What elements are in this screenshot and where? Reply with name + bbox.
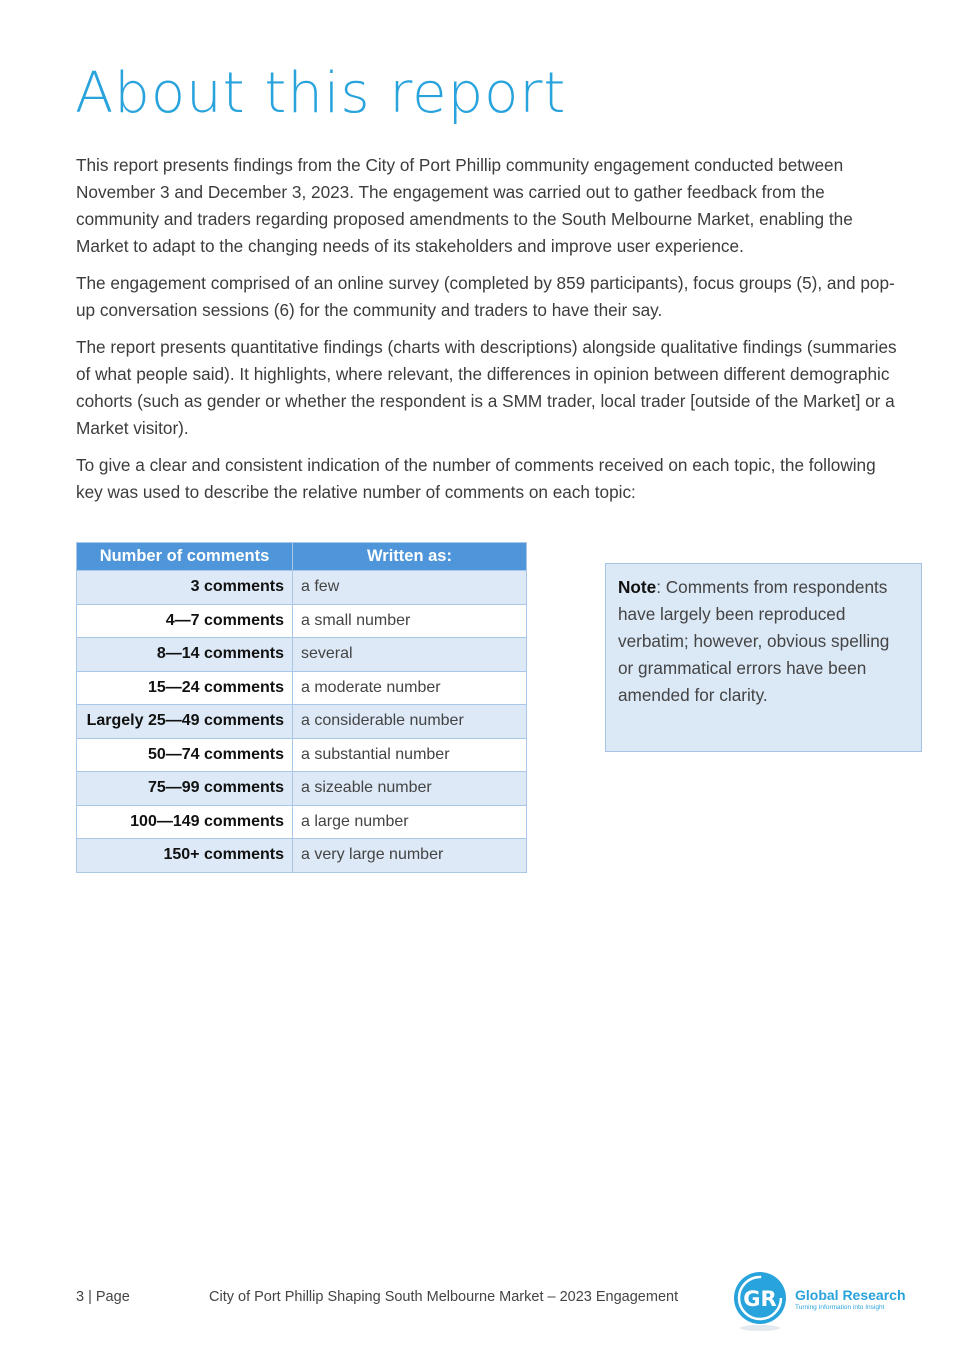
table-row — [77, 805, 527, 839]
written-as-cell: several — [293, 638, 527, 672]
table-row — [77, 738, 527, 772]
comment-count-cell: 4—7 comments — [77, 604, 293, 638]
comment-count-cell: 15—24 comments — [77, 671, 293, 705]
table-row — [77, 638, 527, 672]
written-as-cell: a few — [293, 571, 527, 605]
written-as-cell: a very large number — [293, 839, 527, 873]
table-row — [77, 604, 527, 638]
page-title: About this report — [75, 61, 567, 126]
comment-count-cell: 150+ comments — [77, 839, 293, 873]
table-row — [77, 772, 527, 806]
written-as-cell: a considerable number — [293, 705, 527, 739]
paragraph: To give a clear and consistent indication of the number of comments received on each topic, the following key was used to describe the relative number of comments on each topic: — [76, 455, 876, 502]
written-as-cell: a moderate number — [293, 671, 527, 705]
paragraph: The report presents quantitative findings (charts with descriptions) alongside qualitative findings (summaries of what people said). It highlights, where relevant, the differences in opinion between different demographic cohorts (such as gender or whether the respondent is a SMM trader, local trader [outside of the Market] or a Market visitor). — [76, 337, 897, 438]
table-row — [77, 705, 527, 739]
note-text: : Comments from respondents have largely been reproduced verbatim; however, obvious spelling or grammatical errors have been amended for clarity. — [618, 577, 890, 705]
note-label: Note — [618, 577, 657, 597]
written-as-cell: a substantial number — [293, 738, 527, 772]
column-header-written-as: Written as: — [293, 543, 527, 571]
comment-count-cell: 75—99 comments — [77, 772, 293, 806]
table-row — [77, 671, 527, 705]
page-number: 3 | Page — [76, 1289, 130, 1305]
logo-initials: GR — [743, 1287, 777, 1311]
table-row — [77, 571, 527, 605]
note-box — [605, 563, 922, 752]
logo-company-name: Global Research — [795, 1287, 906, 1303]
written-as-cell: a sizeable number — [293, 772, 527, 806]
comment-count-cell: Largely 25—49 comments — [77, 705, 293, 739]
comment-count-cell: 3 comments — [77, 571, 293, 605]
comment-key-table — [76, 542, 527, 873]
logo-tagline: Turning Information into Insight — [795, 1304, 885, 1311]
comment-count-cell: 50—74 comments — [77, 738, 293, 772]
written-as-cell: a large number — [293, 805, 527, 839]
comment-count-cell: 8—14 comments — [77, 638, 293, 672]
table-row — [77, 839, 527, 873]
global-research-logo — [733, 1271, 913, 1333]
paragraph: This report presents findings from the City of Port Phillip community engagement conducted between November 3 and December 3, 2023. The engagement was carried out to gather feedback from the community and traders regarding proposed amendments to the South Melbourne Market, enabling the Market to adapt to the changing needs of its stakeholders and improve user experience. — [76, 155, 853, 256]
table-header-row — [77, 543, 527, 571]
written-as-cell: a small number — [293, 604, 527, 638]
column-header-count: Number of comments — [77, 543, 293, 571]
footer-document-title: City of Port Phillip Shaping South Melbourne Market – 2023 Engagement — [209, 1289, 679, 1305]
paragraph: The engagement comprised of an online survey (completed by 859 participants), focus groups (5), and pop-up conversation sessions (6) for the community and traders to have their say. — [76, 273, 895, 320]
gr-logo-icon — [733, 1271, 789, 1333]
comment-count-cell: 100—149 comments — [77, 805, 293, 839]
intro-text — [76, 152, 906, 516]
